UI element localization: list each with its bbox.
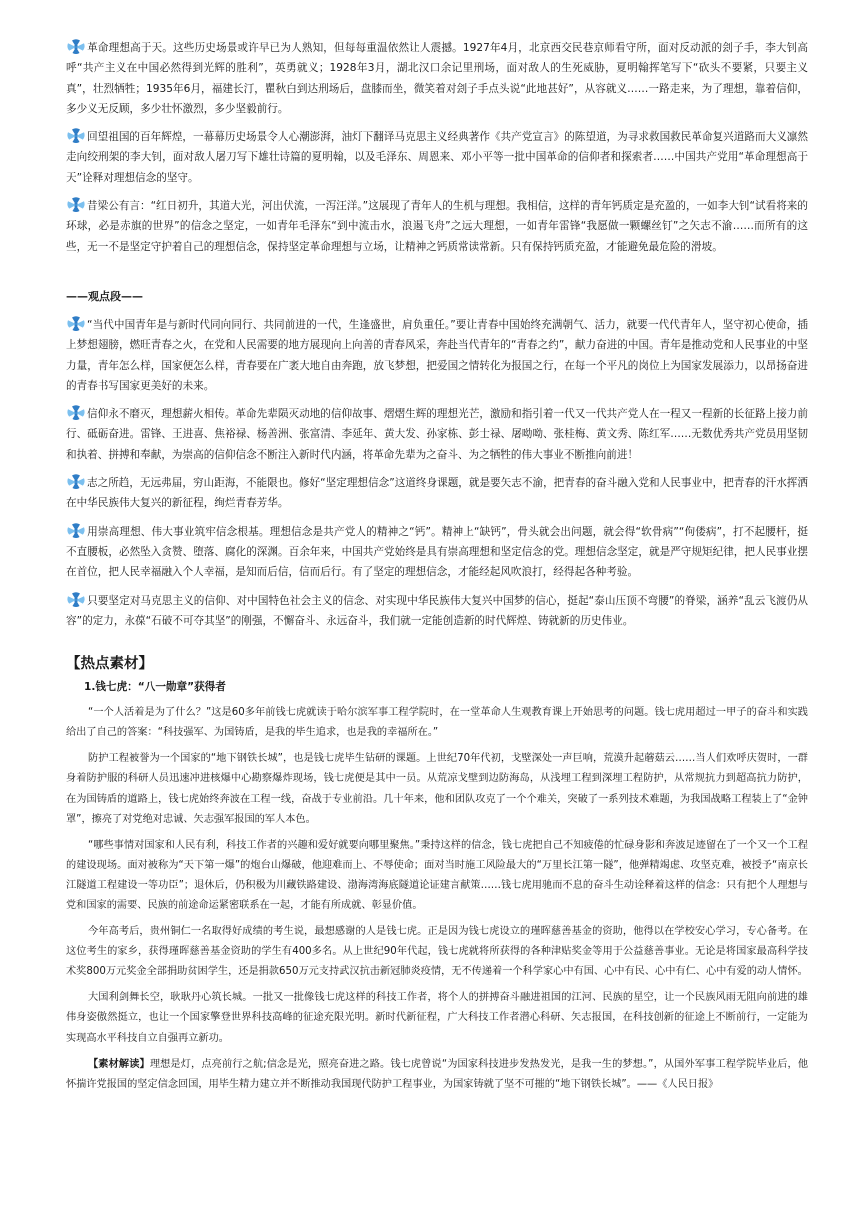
radiation-bullet-icon (66, 128, 86, 143)
article-paragraph: 大国利剑舞长空，耿耿丹心筑长城。一批又一批像钱七虎这样的科技工作者，将个人的拼搏奋斗融进祖国的江河、民族的星空，让一个民族风雨无阻向前进的雄伟身姿傲然挺立，也让一个国家擎登世界科技高峰的征途充限光明。新时代新征程，广大科技工作者潜心科研、矢志报国，在科技创新的征途上不断前行，一定能为实现高水平科技自立自强再立新功。 (66, 992, 808, 1044)
paragraph (66, 404, 808, 465)
viewpoint-heading: ——观点段—— (66, 289, 143, 303)
radiation-bullet-icon (66, 197, 86, 212)
material-commentary (66, 1055, 808, 1095)
paragraph-text: 只要坚定对马克思主义的信仰、对中国特色社会主义的信念、对实现中华民族伟大复兴中国梦的信心，挺起“泰山压顶不弯腰”的脊梁，涵养“乱云飞渡仍从容”的定力，永葆“石破不可夺其坚”的刚强，不懈奋斗、永远奋斗，我们就一定能创造新的时代辉煌、铸就新的历史伟业。 (66, 594, 808, 627)
paragraph-text: “当代中国青年是与新时代同向同行、共同前进的一代，生逢盛世，肩负重任。”要让青春中国始终充满朝气、活力，就要一代代青年人，坚守初心使命，插上梦想翅膀，燃旺青春之火，在党和人民需要的地方展现向上向善的青春风采，奔赴当代青年的“青春之约”，献力奋进的中国。青年是推动党和人民事业的中坚力量，青年怎么样，国家便怎么样，青春要在广袤大地自由奔跑，放飞梦想，把爱国之情转化为报国之行，在每一个平凡的岗位上为国家发展添力，以昂扬奋进的青春书写国家更美好的未来。 (66, 318, 808, 392)
radiation-bullet-icon (66, 523, 86, 538)
commentary-text: 理想是灯，点亮前行之航;信念是光，照亮奋进之路。钱七虎曾说“为国家科技进步发热发光，是我一生的梦想。”，从国外军事工程学院毕业后，他怀揣许党报国的坚定信念回国，用毕生精力建立并不断推动我国现代防护工程事业，为国家铸就了坚不可摧的“地下钢铁长城”。——《人民日报》 (66, 1058, 809, 1090)
paragraph (66, 522, 808, 583)
paragraph (66, 315, 808, 396)
paragraph (66, 196, 808, 257)
radiation-bullet-icon (66, 474, 86, 489)
article-paragraph: “一个人活着是为了什么？”这是60多年前钱七虎就读于哈尔滨军事工程学院时，在一堂革命人生观教育课上开始思考的问题。钱七虎用超过一甲子的奋斗和实践给出了自己的答案：“科技强军、为国铸盾，是我的毕生追求，也是我的幸福所在。” (66, 707, 808, 739)
radiation-bullet-icon (66, 39, 86, 54)
radiation-bullet-icon (66, 592, 86, 607)
paragraph (66, 38, 808, 119)
paragraph (66, 473, 808, 514)
paragraph (66, 127, 808, 188)
paragraph-text: 革命理想高于天。这些历史场景或许早已为人熟知，但每每重温依然让人震撼。1927年4月，北京西交民巷京师看守所，面对反动派的刽子手，李大钊高呼“共产主义在中国必然得到光辉的胜利”，英勇就义；1928年3月，湖北汉口余记里刑场，面对敌人的生死威胁，夏明翰挥笔写下“砍头不要紧，只要主义真”，壮烈牺牲；1935年6月，福建长汀，瞿秋白到达刑场后，盘膝而坐，微笑着对刽子手点头说“此地甚好”，从容就义……一路走来，为了理想，靠着信仰，多少义无反顾，多少壮怀激烈，多少坚毅前行。 (66, 42, 808, 115)
article-paragraph: “哪些事情对国家和人民有利，科技工作者的兴趣和爱好就要向哪里聚焦。”秉持这样的信念，钱七虎把自己不知疲倦的忙碌身影和奔波足迹留在了一个又一个工程的建设现场。面对被称为“天下第一爆”的炮台山爆破，他迎难而上、不辱使命；面对当时施工风险最大的“万里长江第一隧”，他弹精竭虑、攻坚克难，被授予“南京长江隧道工程建设一等功臣”；退休后，仍积极为川藏铁路建设、渤海湾海底隧道论证建言献策……钱七虎用驰而不息的奋斗生动诠释着这样的信念：只有把个人理想与党和国家的需要、民族的前途命运紧密联系在一起，才能有所成就、彰显价值。 (66, 839, 808, 911)
paragraph (66, 591, 808, 632)
paragraph-text: 用崇高理想、伟大事业筑牢信念根基。理想信念是共产党人的精神之“钙”。精神上“缺钙”，骨头就会出问题，就会得“软骨病”“佝偻病”，打不起腰杆，挺不直腰板，必然坠入贪赞、堕落、腐化的深渊。百余年来，中国共产党始终是具有崇高理想和坚定信念的党。理想信念坚定，就是严守规矩纪律，把人民事业摆在首位，把人民幸福融入个人幸福，是知而后信，信而后行。有了坚定的理想信念，才能经起风吹浪打，经得起各种考验。 (66, 525, 808, 579)
document-page (66, 38, 808, 1101)
paragraph-text: 昔梁公有言：“红日初升，其道大光，河出伏流，一泻汪洋。”这展现了青年人的生机与理想。我相信，这样的青年钙质定是充盈的，一如李大钊“试看将来的环球，必是赤旗的世界”的信念之坚定，一如青年毛泽东“到中流击水，浪遏飞舟”之远大理想，一如青年雷锋“我愿做一颗螺丝钉”之矢志不渝……而所有的这些，无一不是坚定守护着自己的理想信念，保持坚定革命理想与立场，让精神之钙质常读常新。只有保持钙质充盈，才能避免最危险的滑坡。 (66, 200, 808, 253)
article-paragraph: 今年高考后，贵州铜仁一名取得好成绩的考生说，最想感谢的人是钱七虎。正是因为钱七虎设立的瑾晖慈善基金的资助，他得以在学校安心学习，专心备考。在这位考生的家乡，获得瑾晖慈善基金资助的学生有400多名。从上世纪90年代起，钱七虎就将所获得的各种津贴奖金等用于公益慈善事业。无论是将国家最高科学技术奖800万元奖金全部捐助贫困学生，还是捐款650万元支持武汉抗击新冠肺炎疫情，无不传递着一个科学家心中有国、心中有民、心中有仁、心中有爱的动人情怀。 (66, 926, 808, 978)
paragraph-text: 志之所趋，无远弗届，穷山距海，不能限也。修好“坚定理想信念”这道终身课题，就是要矢志不渝，把青春的奋斗融入党和人民事业中，把青春的汗水挥洒在中华民族伟大复兴的新征程，绚烂青春芳华。 (66, 477, 808, 510)
radiation-bullet-icon (66, 405, 86, 420)
hot-material-subtitle: 1.钱七虎：“八一勋章”获得者 (84, 681, 226, 694)
commentary-label: 【素材解读】 (88, 1058, 150, 1070)
paragraph-text: 回望祖国的百年辉煌，一幕幕历史场景令人心潮澎湃，油灯下翻译马克思主义经典著作《共产党宣言》的陈望道，为寻求救国救民革命复兴道路而大义凛然走向绞刑架的李大钊，面对敌人屠刀写下雄壮诗篇的夏明翰，以及毛泽东、周恩来、邓小平等一批中国革命的信仰者和探索者……中国共产党用“革命理想高于天”诠释对理想信念的坚守。 (66, 131, 808, 184)
article-paragraph: 防护工程被誉为一个国家的“地下钢铁长城”，也是钱七虎毕生钻研的课题。上世纪70年代初，戈壁深处一声巨响，荒漠升起蘑菇云……当人们欢呼庆贺时，一群身着防护服的科研人员迅速冲进核爆中心勘察爆炸现场，钱七虎便是其中一员。从荒凉戈壁到边防海岛，从浅埋工程到深埋工程防护，从常规抗力到超高抗力防护，在为国铸盾的道路上，钱七虎始终奔波在工程一线，奋战于专业前沿。几十年来，他和团队攻克了一个个难关，突破了一系列技术难题，为我国战略工程装上了“金钟罩”，擦亮了对党绝对忠诚、矢志强军报国的军人本色。 (66, 753, 808, 825)
paragraph-text: 信仰永不磨灭，理想薪火相传。革命先辈陨灭动地的信仰故事、熠熠生辉的理想光芒，激励和指引着一代又一代共产党人在一程又一程新的长征路上接力前行、砥砺奋进。雷锋、王进喜、焦裕禄、杨善洲、张富清、李延年、黄大发、孙家栋、彭士禄、屠呦呦、张桂梅、黄文秀、陈红军……无数优秀共产党员用坚韧和执着、拼搏和奉献，为崇高的信仰信念不断注入新时代内涵，将革命先辈为之奋斗、为之牺牲的伟大事业不断推向前进！ (66, 408, 808, 461)
hot-material-title: 【热点素材】 (66, 656, 153, 673)
radiation-bullet-icon (66, 316, 86, 331)
